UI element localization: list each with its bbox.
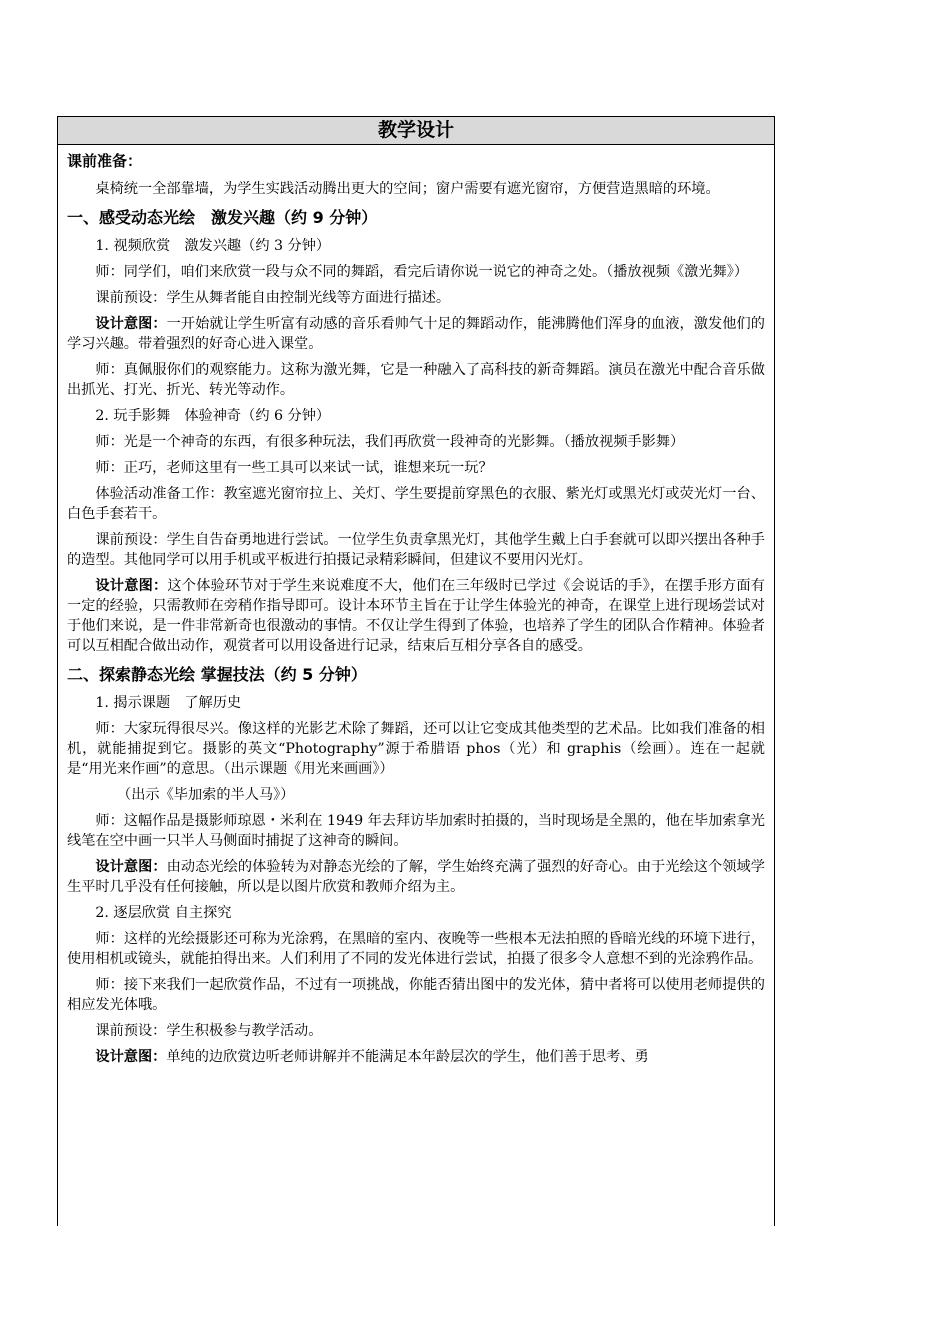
- paragraph: 师：大家玩得很尽兴。像这样的光影艺术除了舞蹈，还可以让它变成其他类型的艺术品。比如我们准备的相机，就能捕捉到它。摄影的英文“Photography”源于希腊语 phos（光）和 graphis（绘画）。连在一起就是“用光来作画”的意思。（出示课题《用光来画画》）: [67, 721, 765, 777]
- section1-sub1: 1. 视频欣赏 激发兴趣（约 3 分钟）: [95, 238, 331, 254]
- paragraph: 师：正巧，老师这里有一些工具可以来试一试，谁想来玩一玩？: [95, 460, 493, 476]
- design-intent-paragraph: [67, 576, 765, 656]
- design-intent-label: 设计意图：: [95, 316, 167, 332]
- paragraph: 课前预设：学生积极参与教学活动。: [95, 1023, 323, 1039]
- section2-heading: 二、探索静态光绘 掌握技法（约 5 分钟）: [67, 665, 367, 684]
- lesson-design-table: [57, 116, 775, 1226]
- section2-sub2: 2. 逐层欣赏 自主探究: [95, 905, 232, 921]
- design-intent-label: 设计意图：: [95, 1049, 167, 1065]
- design-intent-text: 由动态光绘的体验转为对静态光绘的了解，学生始终充满了强烈的好奇心。由于光绘这个领域学生平时几乎没有任何接触，所以是以图片欣赏和教师介绍为主。: [67, 859, 765, 895]
- design-intent-text: 单纯的边欣赏边听老师讲解并不能满足本年龄层次的学生，他们善于思考、勇: [166, 1049, 649, 1065]
- section1-heading: 一、感受动态光绘 激发兴趣（约 9 分钟）: [67, 208, 378, 227]
- design-intent-text: 一开始就让学生听富有动感的音乐看帅气十足的舞蹈动作，能沸腾他们浑身的血液，激发他们的学习兴趣。带着强烈的好奇心进入课堂。: [67, 316, 765, 352]
- design-intent-text: 这个体验环节对于学生来说难度不大，他们在三年级时已学过《会说话的手》，在摆手形方面有一定的经验，只需教师在旁稍作指导即可。设计本环节主旨在于让学生体验光的神奇，在课堂上进行现场尝试对于他们来说，是一件非常新奇也很激动的事情。不仅让学生得到了体验，也培养了学生的团队合作精神。体验者可以互相配合做出动作，观赏者可以用设备进行记录，结束后互相分享各自的感受。: [67, 578, 765, 654]
- paragraph: 师：真佩服你们的观察能力。这称为激光舞，它是一种融入了高科技的新奇舞蹈。演员在激光中配合音乐做出抓光、打光、折光、转光等动作。: [67, 362, 765, 398]
- table-title: 教学设计: [58, 117, 774, 145]
- design-intent-label: 设计意图：: [95, 859, 167, 875]
- paragraph: 师：同学们，咱们来欣赏一段与众不同的舞蹈，看完后请你说一说它的神奇之处。（播放视频《激光舞》）: [95, 264, 749, 280]
- design-intent-label: 设计意图：: [95, 578, 168, 594]
- paragraph: 体验活动准备工作：教室遮光窗帘拉上、关灯、学生要提前穿黑色的衣服、紫光灯或黑光灯或荧光灯一台、白色手套若干。: [67, 486, 765, 522]
- prep-text: 桌椅统一全部靠墙，为学生实践活动腾出更大的空间；窗户需要有遮光窗帘，方便营造黑暗的环境。: [95, 181, 720, 197]
- table-content: [58, 145, 774, 1067]
- paragraph: 师：接下来我们一起欣赏作品，不过有一项挑战，你能否猜出图中的发光体，猜中者将可以使用老师提供的相应发光体哦。: [67, 977, 765, 1013]
- paragraph: 师：这幅作品是摄影师琼恩・米利在 1949 年去拜访毕加索时拍摄的，当时现场是全黑的，他在毕加索拿光线笔在空中画一只半人马侧面时捕捉了这神奇的瞬间。: [67, 813, 765, 849]
- paragraph: 课前预设：学生自告奋勇地进行尝试。一位学生负责拿黑光灯，其他学生戴上白手套就可以即兴摆出各种手的造型。其他同学可以用手机或平板进行拍摄记录精彩瞬间，但建议不要用闪光灯。: [67, 532, 765, 568]
- paragraph: （出示《毕加索的半人马》）: [117, 787, 295, 803]
- section2-sub1: 1. 揭示课题 了解历史: [95, 695, 242, 711]
- design-intent-paragraph: [67, 1047, 765, 1067]
- paragraph: 课前预设：学生从舞者能自由控制光线等方面进行描述。: [95, 290, 451, 306]
- paragraph: 师：这样的光绘摄影还可称为光涂鸦，在黑暗的室内、夜晚等一些根本无法拍照的昏暗光线的环境下进行，使用相机或镜头，就能拍得出来。人们利用了不同的发光体进行尝试，拍摄了很多令人意想不到的光涂鸦作品。: [67, 931, 765, 967]
- prep-label: 课前准备：: [67, 152, 143, 170]
- section1-sub2: 2. 玩手影舞 体验神奇（约 6 分钟）: [95, 408, 331, 424]
- paragraph: 师：光是一个神奇的东西，有很多种玩法，我们再欣赏一段神奇的光影舞。（播放视频手影舞）: [95, 434, 685, 450]
- design-intent-paragraph: [67, 314, 765, 354]
- design-intent-paragraph: [67, 857, 765, 897]
